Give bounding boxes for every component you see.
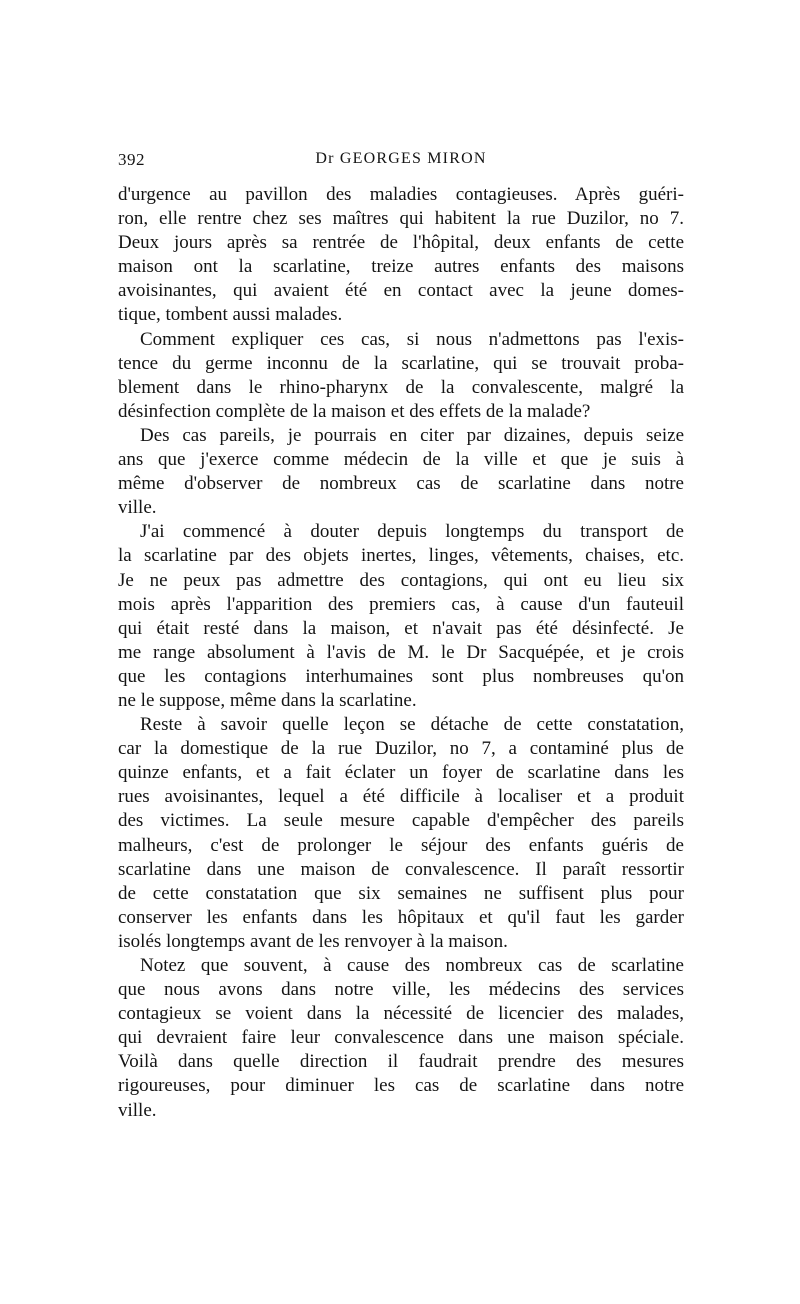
paragraph-start-line: Des cas pareils, je pourrais en citer par dizaines, depuis seize xyxy=(140,424,684,446)
text-line: Je ne peux pas admettre des contagions, qui ont eu lieu six xyxy=(118,569,684,591)
text-line: ron, elle rentre chez ses maîtres qui habitent la rue Duzilor, no 7. xyxy=(118,208,684,230)
text-line: des victimes. La seule mesure capable d'empêcher des pareils xyxy=(118,810,684,832)
text-line: car la domestique de la rue Duzilor, no 7, a contaminé plus de xyxy=(118,738,684,760)
text-line: que les contagions interhumaines sont plus nombreuses qu'on xyxy=(118,665,684,687)
text-line: malheurs, c'est de prolonger le séjour des enfants guéris de xyxy=(118,834,684,856)
paragraph-end-line: ne le suppose, même dans la scarlatine. xyxy=(118,689,417,711)
text-line: me range absolument à l'avis de M. le Dr Sacquépée, et je crois xyxy=(118,641,684,663)
text-line: avoisinantes, qui avaient été en contact avec la jeune domes- xyxy=(118,280,684,302)
text-line: la scarlatine par des objets inertes, linges, vêtements, chaises, etc. xyxy=(118,545,684,567)
paragraph-start-line: Reste à savoir quelle leçon se détache de cette constatation, xyxy=(140,714,684,736)
paragraph-end-line: ville. xyxy=(118,497,157,519)
header-title: Dr GEORGES MIRON xyxy=(315,150,487,167)
text-line: d'urgence au pavillon des maladies contagieuses. Après guéri- xyxy=(118,184,684,205)
text-line: rues avoisinantes, lequel a été difficile à localiser et a produit xyxy=(118,786,684,808)
page-number: 392 xyxy=(118,150,145,169)
body-text xyxy=(118,183,684,1123)
text-line: Deux jours après sa rentrée de l'hôpital, deux enfants de cette xyxy=(118,232,684,254)
text-line: conserver les enfants dans les hôpitaux et qu'il faut les garder xyxy=(118,906,684,928)
text-line: de cette constatation que six semaines ne suffisent plus pour xyxy=(118,882,684,904)
paragraph-start-line: Comment expliquer ces cas, si nous n'admettons pas l'exis- xyxy=(140,328,684,350)
text-line: contagieux se voient dans la nécessité de licencier des malades, xyxy=(118,1003,684,1025)
text-line: tence du germe inconnu de la scarlatine, qui se trouvait proba- xyxy=(118,352,684,374)
paragraph-start-line: J'ai commencé à douter depuis longtemps du transport de xyxy=(140,521,684,543)
text-line: qui devraient faire leur convalescence dans une maison spéciale. xyxy=(118,1027,684,1049)
paragraph-end-line: tique, tombent aussi malades. xyxy=(118,304,343,326)
paragraph-end-line: isolés longtemps avant de les renvoyer à la maison. xyxy=(118,930,508,952)
text-line: rigoureuses, pour diminuer les cas de scarlatine dans notre xyxy=(118,1075,684,1097)
text-line: scarlatine dans une maison de convalescence. Il paraît ressortir xyxy=(118,858,684,880)
text-line: ans que j'exerce comme médecin de la ville et que je suis à xyxy=(118,449,684,471)
paragraph-start-line: Notez que souvent, à cause des nombreux cas de scarlatine xyxy=(140,955,684,976)
running-head xyxy=(118,150,684,174)
text-line: que nous avons dans notre ville, les médecins des services xyxy=(118,979,684,1001)
text-line: Voilà dans quelle direction il faudrait prendre des mesures xyxy=(118,1051,684,1073)
paragraph-end-line: désinfection complète de la maison et des effets de la malade? xyxy=(118,400,591,422)
paragraph-end-line: ville. xyxy=(118,1099,157,1121)
text-line: quinze enfants, et a fait éclater un foyer de scarlatine dans les xyxy=(118,762,684,784)
text-line: mois après l'apparition des premiers cas, à cause d'un fauteuil xyxy=(118,593,684,615)
text-line: qui était resté dans la maison, et n'avait pas été désinfecté. Je xyxy=(118,617,684,639)
text-line: blement dans le rhino-pharynx de la convalescente, malgré la xyxy=(118,376,684,398)
text-line: même d'observer de nombreux cas de scarlatine dans notre xyxy=(118,473,684,495)
text-line: maison ont la scarlatine, treize autres enfants des maisons xyxy=(118,256,684,278)
